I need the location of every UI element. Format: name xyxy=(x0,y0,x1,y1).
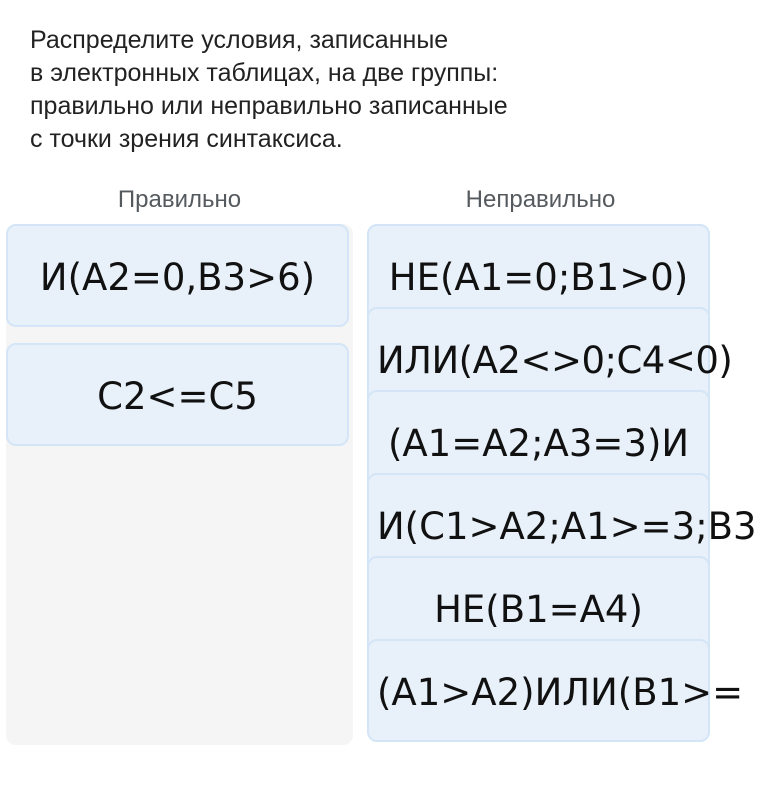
card-label: НЕ(А1=0;В1>0) xyxy=(388,256,689,299)
card-label: С2<=С5 xyxy=(97,375,258,418)
instruction-line: правильно или неправильно записанные xyxy=(30,92,508,120)
draggable-card[interactable] xyxy=(6,224,349,327)
card-label: (А1=А2;А3=3)И xyxy=(387,422,690,465)
card-label: И(С1>А2;А1>=3;В3 xyxy=(377,505,757,548)
instruction-line: Распределите условия, записанные xyxy=(30,26,449,54)
card-label: И(А2=0,В3>6) xyxy=(39,256,316,299)
incorrect-column-header: Неправильно xyxy=(465,186,616,213)
draggable-card[interactable] xyxy=(6,343,349,446)
instruction-line: в электронных таблицах, на две группы: xyxy=(30,59,499,87)
card-label: (А1>А2)ИЛИ(В1>= xyxy=(377,671,744,714)
instruction-line: с точки зрения синтаксиса. xyxy=(30,125,343,153)
card-label: ИЛИ(А2<>0;С4<0) xyxy=(377,339,733,382)
correct-drop-zone[interactable] xyxy=(6,224,353,745)
task-instruction xyxy=(30,24,650,156)
correct-column-header: Правильно xyxy=(117,186,242,213)
card-label: НЕ(В1=А4) xyxy=(434,588,643,631)
incorrect-drop-zone[interactable] xyxy=(367,224,757,745)
draggable-card[interactable] xyxy=(367,639,744,742)
